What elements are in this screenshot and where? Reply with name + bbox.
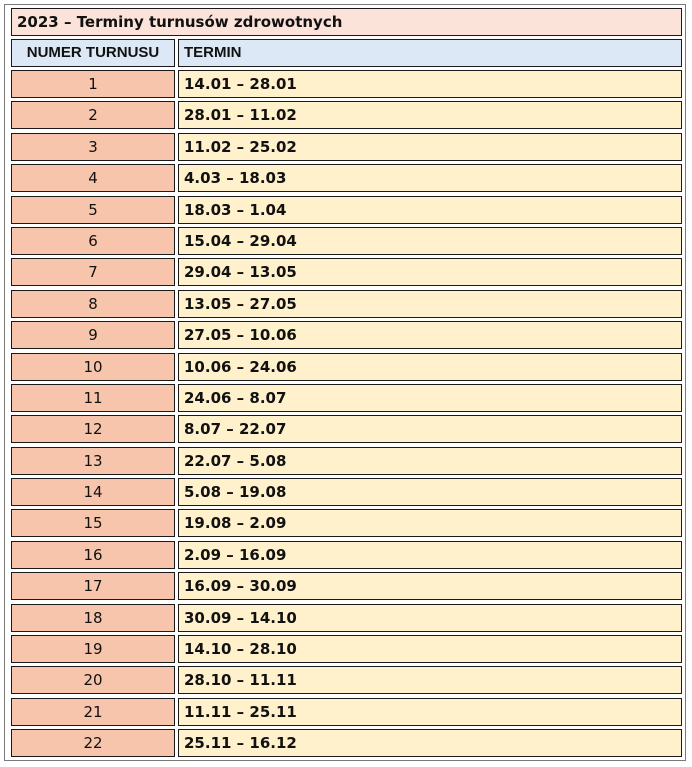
turnus-term-cell: 13.05 – 27.05: [178, 290, 682, 318]
turnus-term-cell: 28.10 – 11.11: [178, 666, 682, 694]
table-row: [5, 353, 687, 384]
table-row: [5, 447, 687, 478]
table-row: [5, 164, 687, 195]
turnus-number-cell: 3: [11, 133, 175, 161]
table-row: [5, 666, 687, 697]
turnus-term-cell: 2.09 – 16.09: [178, 541, 682, 569]
turnus-number-cell: 14: [11, 478, 175, 506]
table-row: [5, 604, 687, 635]
turnus-term-cell: 29.04 – 13.05: [178, 258, 682, 286]
turnus-number-cell: 7: [11, 258, 175, 286]
table-row: [5, 70, 687, 101]
table-row: [5, 572, 687, 603]
turnus-term-cell: 14.10 – 28.10: [178, 635, 682, 663]
turnus-number-cell: 18: [11, 604, 175, 632]
turnus-number-cell: 4: [11, 164, 175, 192]
turnus-term-cell: 30.09 – 14.10: [178, 604, 682, 632]
table-row: [5, 415, 687, 446]
turnus-term-cell: 5.08 – 19.08: [178, 478, 682, 506]
turnus-term-cell: 22.07 – 5.08: [178, 447, 682, 475]
table-title: 2023 – Terminy turnusów zdrowotnych: [11, 8, 682, 36]
table-row: [5, 635, 687, 666]
turnus-term-cell: 11.11 – 25.11: [178, 698, 682, 726]
table-row: [5, 698, 687, 729]
turnus-number-cell: 21: [11, 698, 175, 726]
turnus-number-cell: 6: [11, 227, 175, 255]
table-row: [5, 258, 687, 289]
turnus-number-cell: 13: [11, 447, 175, 475]
turnus-number-cell: 8: [11, 290, 175, 318]
table-row: [5, 196, 687, 227]
turnus-term-cell: 27.05 – 10.06: [178, 321, 682, 349]
turnus-term-cell: 18.03 – 1.04: [178, 196, 682, 224]
turnus-term-cell: 14.01 – 28.01: [178, 70, 682, 98]
table-row: [5, 321, 687, 352]
turnus-number-cell: 15: [11, 509, 175, 537]
table-row: [5, 227, 687, 258]
turnus-term-cell: 8.07 – 22.07: [178, 415, 682, 443]
table-row: [5, 133, 687, 164]
turnus-term-cell: 25.11 – 16.12: [178, 729, 682, 757]
table-body: [5, 70, 687, 761]
turnus-number-cell: 12: [11, 415, 175, 443]
turnus-term-cell: 11.02 – 25.02: [178, 133, 682, 161]
turnus-term-cell: 24.06 – 8.07: [178, 384, 682, 412]
turnus-term-cell: 16.09 – 30.09: [178, 572, 682, 600]
turnus-number-cell: 17: [11, 572, 175, 600]
table-row: [5, 478, 687, 509]
turnus-number-cell: 9: [11, 321, 175, 349]
column-header-number: NUMER TURNUSU: [11, 39, 175, 67]
table-row: [5, 509, 687, 540]
turnus-term-cell: 28.01 – 11.02: [178, 101, 682, 129]
turnus-number-cell: 22: [11, 729, 175, 757]
turnus-term-cell: 4.03 – 18.03: [178, 164, 682, 192]
turnus-number-cell: 1: [11, 70, 175, 98]
table-row: [5, 729, 687, 760]
table-row: [5, 290, 687, 321]
table-row: [5, 384, 687, 415]
table-row: [5, 541, 687, 572]
turnus-term-cell: 19.08 – 2.09: [178, 509, 682, 537]
turnus-number-cell: 20: [11, 666, 175, 694]
schedule-table: [4, 4, 686, 761]
turnus-number-cell: 19: [11, 635, 175, 663]
turnus-number-cell: 16: [11, 541, 175, 569]
column-header-term: TERMIN: [178, 39, 682, 67]
turnus-term-cell: 10.06 – 24.06: [178, 353, 682, 381]
turnus-number-cell: 5: [11, 196, 175, 224]
turnus-number-cell: 10: [11, 353, 175, 381]
turnus-number-cell: 11: [11, 384, 175, 412]
turnus-number-cell: 2: [11, 101, 175, 129]
table-row: [5, 101, 687, 132]
turnus-term-cell: 15.04 – 29.04: [178, 227, 682, 255]
